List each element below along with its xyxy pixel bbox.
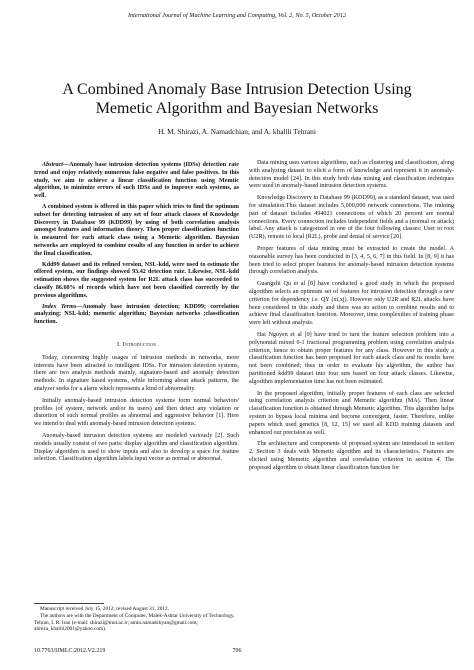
section-title: Introduction xyxy=(122,340,157,348)
body-paragraph: In the proposed algorithm, initially proper features of each class are selected using correlation analysis criterion and Memetic algorithm (MA). Then linear classification function is obtained through Memetic algorithm. This algorithm helps system to bypass local minima and become convergent, faster. Therefore, unlike papers which used genetics [8, 12, 15] we used all KDD training datasets and enhanced our precision as well. xyxy=(249,390,454,436)
abstract xyxy=(34,162,239,327)
abstract-paragraph xyxy=(34,162,239,201)
footnote: The authors are with the Department of Computer, Malek-Ashtar University of Technology, Tehran, I. R. Iran (e-mail: shirazi@mut.ac.ir; amin.namadchyan@gmail.com; alireza_khalili2001@yahoo.com). xyxy=(34,613,235,633)
section-heading xyxy=(34,341,239,349)
page-number: 706 xyxy=(232,648,242,654)
abstract-paragraph: A combined system is offered in this paper which tries to find the optimum subset for detecting intrusion of any set of four attack classes of Knowledge Discovery in Database 99 (KDD99) by using of both correlation analysis amongst features and information theory. Then proper classification function is measured for each attack class using a Memetic algorithm. Bayesian networks are employed to combine results of any function in order to achieve the final classification. xyxy=(34,203,239,257)
journal-header: International Journal of Machine Learning and Computing, Vol. 2, No. 5, October 2012 xyxy=(127,12,347,19)
paper-title: A Combined Anomaly Base Intrusion Detection Using Memetic Algorithm and Bayesian Networks xyxy=(62,81,412,117)
body-paragraph: Guangzhi Qu et al [8] have conducted a good study in which the proposed algorithm selects an optimum set of features for intrusion detection through a new criterion for dependency i.e. QY (xi,xj). However only U2R and R2L attacks have been considered in this study and there was no action to combine results and to achieve final classification function. Moreover, time complexities of training phase were left without analysis. xyxy=(249,281,454,327)
index-terms xyxy=(34,304,239,327)
body-paragraph: Anomaly-based intrusion detection systems are modeled variously [2]. Such models usually consist of two parts: display algorithm and classification algorithm. Display algorithm is used to show inputs and also to develop a space for feature selection. Classification algorithm labels input vector as normal or abnormal. xyxy=(34,432,239,463)
body-paragraph: Proper features of data mining must be extracted to create the model. A reasonable survey has been conducted in [3, 4, 5, 6, 7] in this field. In [8, 9] it has been tried to select proper features for anomaly-based intrusion detection systems through correlation analysis. xyxy=(249,245,454,276)
index-terms-text: —Anomaly base intrusion detection; KDD99; correlation analyzing; NSL-kdd; memetic algorithm; Bayesian networks ;classification function. xyxy=(34,303,239,326)
author-list: H. M. Shirazi, A. Namadchian, and A. khalili Tehrani xyxy=(158,127,316,136)
left-column xyxy=(34,162,239,468)
body-paragraph: Today, concerning highly usages of intrusion methods in networks, more interests have been attracted to intelligent IDSs. For intrusion detection systems, there are two analysis methods mainly, signature-based and anomaly detection methods. In signature based systems, while informing about attack patterns, the analyzer seeks for a alarm which represents a kind of abnormality. xyxy=(34,354,239,392)
section-number: I. xyxy=(116,340,123,348)
abstract-text: —Anomaly base intrusion detection systems (IDSs) detection rate trend and enjoy relatively numerous false negative and false positives. In this study, we aim to achieve a linear classification function using Memtic algorithm, to minimize errors of such IDSs and to improve such systems, as well. xyxy=(34,162,239,200)
right-column xyxy=(249,160,454,476)
body-paragraph: Initially anomaly-based intrusion detection systems form normal behaviors' profiles (of system, network and/or its users) and then detect any violation or distortion of such normal profiles as abnormal and aggressive behavior [1]. Here we intend to deal with anomaly-based intrusion detection systems. xyxy=(34,397,239,428)
footnote: Manuscript received July 15, 2012; revised August 31, 2012. xyxy=(40,606,170,612)
body-paragraph: Data mining uses various algorithms, such as clustering and classification, along with analyzing dataset to elicit a form of knowledge and represent it in anomaly-detection model [24]. In this study both data mining and classification techniques were used in anomaly-based intrusion detection systems. xyxy=(249,160,454,190)
body-paragraph: Knowledge Discovery in Database 99 (KDD99), as a standard dataset, was used for simulation.This dataset includes 5,000,000 network connections. The training part of dataset includes 494021 connections of which 20 percent are normal connections. Every connection includes independent fields and a (normal or attack) label. Any attack is categorized in one of the four following classes: User to root (U2R), remote to local (R2L), probe and denial of service [20]. xyxy=(249,195,454,241)
body-paragraph: The architecture and components of proposed system are introduced in section 2. Section 3 deals with Memetic algorithm and its characteristics. Features are elicited using Memetic algorithm and correlation criterion in section 4. The proposed algorithm to obtain linear classification function for xyxy=(249,441,454,471)
abstract-label: Abstract xyxy=(42,162,63,168)
doi-footer: 10.7763/IJMLC.2012.V2.219 xyxy=(34,648,106,654)
abstract-paragraph: Kdd99 dataset and its refined version, NSL-kdd, were used to estimate the offered system, our findings showed 93.42 detection rate. Likewise, NSL-kdd estimation shows the suggested system for R2L attack class has succeeded to classify 86.60% of records which have not been classified correctly by the previous algorithms. xyxy=(34,261,239,299)
index-terms-label: Index Terms xyxy=(42,303,77,310)
body-paragraph: Hai Nguyen et al [9] have tried to turn the feature selection problem into a polynomial mixed 0-1 fractional programming problem using correlation analysis criterion, hence to obtain proper features for any class. However in this study a classification function has been proposed for each attack class and its results have not been combined; thus in order to evaluate his algorithm, the author has partitioned kdd99 dataset into four sets based on four attack classes. Likewise, algorithm implementation time has not been estimated. xyxy=(249,331,454,385)
footnotes xyxy=(34,606,239,634)
footnote-divider xyxy=(34,603,104,604)
